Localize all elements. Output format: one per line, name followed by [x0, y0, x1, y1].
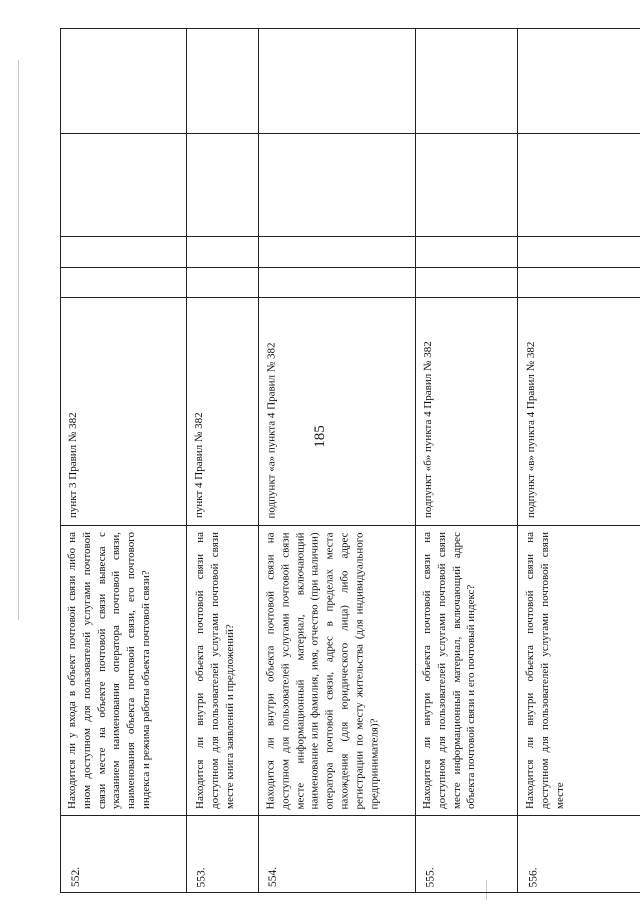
- empty-cell: [415, 133, 518, 237]
- question-text: Находится ли внутри объекта почтовой связи на доступном для пользователей услугами почтовой связи месте информационный материал, включающий наименование или фамилия, имя, отчество (при наличии) оператора почтовой связи, адрес в пределах места нахождения (для юридического лица) либо адрес регистрации по месту жительства (для индивидуального предпринимателя)?: [264, 532, 380, 809]
- empty-cell: [60, 267, 187, 298]
- empty-cell: [415, 236, 518, 268]
- empty-cell: [415, 28, 518, 134]
- empty-cell: [258, 267, 416, 298]
- page-number-text: 185: [311, 424, 328, 448]
- empty-cell: [186, 236, 259, 268]
- empty-cell: [517, 28, 640, 134]
- question-text: Находится ли у входа в объект почтовой связи либо на ином доступном для пользователей услугами почтовой связи месте на объекте почтовой связи вывеска с указанием наименования оператора почтовой связи, наименования объекта почтовой связи, его почтового индекса и режима работы объекта почтовой связи?: [66, 532, 152, 809]
- empty-cell: [258, 28, 416, 134]
- reference-text: подпункт «б» пункта 4 Правил № 382: [422, 341, 434, 518]
- row-number: 555.: [424, 866, 436, 887]
- question-text: Находится ли внутри объекта почтовой связи на доступном для пользователей услугами почтовой связи месте информационный материал, включающий адрес объекта почтовой связи и его почтовый индекс?: [421, 532, 478, 809]
- empty-cell: [517, 267, 640, 298]
- empty-cell: [517, 133, 640, 237]
- empty-cell: [517, 236, 640, 268]
- reference-text: подпункт «а» пункта 4 Правил № 382: [265, 341, 277, 518]
- question-text: Находится ли внутри объекта почтовой связи на доступном для пользователей услугами почтовой связи месте: [524, 532, 566, 809]
- empty-cell: [186, 28, 259, 134]
- reference-text: пункт 3 Правил № 382: [67, 412, 79, 518]
- empty-cell: [415, 267, 518, 298]
- row-number: 552.: [69, 866, 82, 887]
- question-text: Находится ли внутри объекта почтовой связи на доступном для пользователей услугами почтовой связи месте книга заявлений и предложений?: [194, 532, 236, 809]
- reference-text: пункт 4 Правил № 382: [193, 412, 205, 518]
- row-number: 554.: [267, 866, 279, 887]
- row-number: 553.: [195, 866, 207, 887]
- empty-cell: [60, 133, 187, 237]
- empty-cell: [186, 133, 259, 237]
- reference-text: подпункт «в» пункта 4 Правил № 382: [525, 341, 537, 518]
- empty-cell: [258, 236, 416, 268]
- row-number: 556.: [527, 866, 539, 887]
- empty-cell: [258, 133, 416, 237]
- empty-cell: [186, 267, 259, 298]
- empty-cell: [60, 236, 187, 268]
- empty-cell: [60, 28, 187, 134]
